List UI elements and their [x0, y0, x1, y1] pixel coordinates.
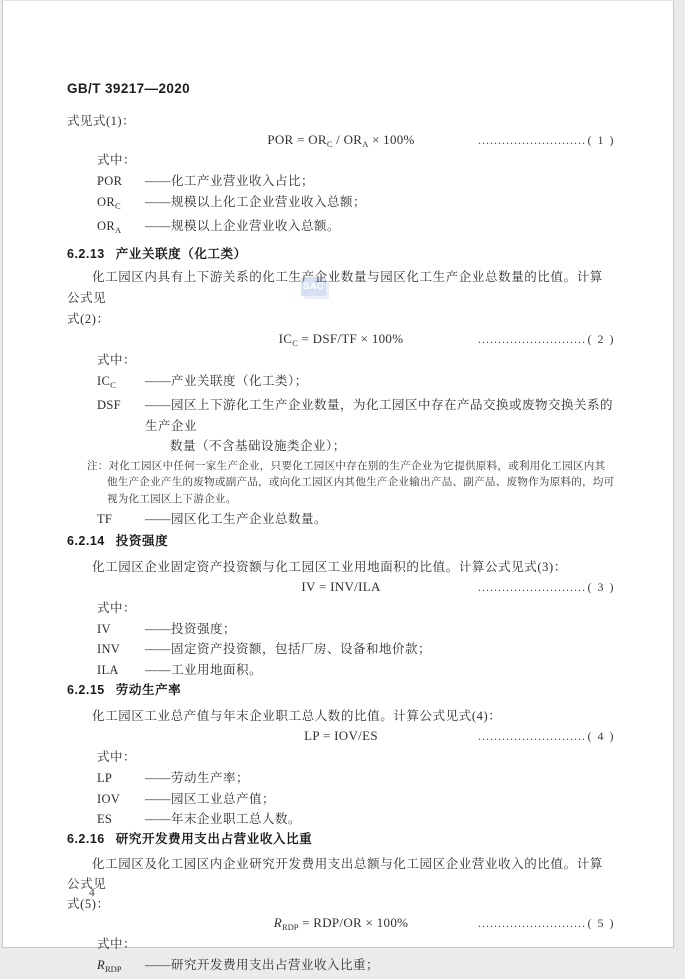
term-symbol: ES — [97, 809, 145, 830]
formula-1-number: ……………………… ( 1 ) — [478, 131, 616, 149]
term-definition: ——固定资产投资额，包括厂房、设备和地价款； — [145, 639, 615, 660]
page-number: 4 — [89, 887, 95, 899]
term-definition: ——园区化工生产企业总数量。 — [145, 509, 615, 530]
section-number: 6.2.14 — [67, 534, 105, 548]
term-symbol: $IC_C$ — [97, 371, 145, 396]
term-row — [97, 216, 615, 241]
term-row — [97, 371, 615, 396]
formula-2-number: ……………………… ( 2 ) — [478, 330, 616, 348]
term-list-2b — [97, 509, 615, 530]
section-title: 投资强度 — [116, 534, 168, 548]
term-symbol: $R_{RDP}$ — [97, 955, 145, 979]
document-page — [2, 0, 674, 948]
term-row — [97, 619, 615, 640]
formula-2-body: $IC_C = DSF/TF \times 100\%$ — [279, 331, 404, 346]
formula-1 — [67, 131, 615, 149]
term-definition: ——园区工业总产值； — [145, 789, 615, 810]
formula-5 — [67, 914, 615, 932]
term-list-4 — [97, 768, 615, 830]
where-label-4: 式中： — [97, 748, 615, 766]
section-number: 6.2.15 — [67, 683, 105, 697]
term-symbol: DSF — [97, 395, 145, 457]
section-body-6-2-15: 化工园区工业总产值与年末企业职工总人数的比值。计算公式见式(4)： — [67, 706, 615, 727]
term-row — [97, 768, 615, 789]
term-list-3 — [97, 619, 615, 681]
where-label-1: 式中： — [97, 151, 615, 169]
term-list-5 — [97, 955, 615, 979]
term-symbol: LP — [97, 768, 145, 789]
term-row — [97, 395, 615, 457]
section-heading-6-2-13 — [67, 246, 615, 263]
standard-number-header: GB/T 39217—2020 — [67, 81, 615, 97]
term-list-2 — [97, 371, 615, 457]
term-symbol: IOV — [97, 789, 145, 810]
term-definition: ——投资强度； — [145, 619, 615, 640]
section-title: 劳动生产率 — [116, 683, 182, 697]
where-label-5: 式中： — [97, 935, 615, 953]
section-body-6-2-13: 化工园区内具有上下游关系的化工生产企业数量与园区化工生产企业总数量的比值。计算公式见 式(2)： — [67, 267, 615, 330]
term-row — [97, 171, 615, 192]
sac-watermark-logo: SAC — [301, 277, 326, 296]
term-row — [97, 639, 615, 660]
term-definition: ——年末企业职工总人数。 — [145, 809, 615, 830]
term-symbol: ILA — [97, 660, 145, 681]
formula-4 — [67, 727, 615, 745]
formula-2 — [67, 330, 615, 348]
term-row — [97, 955, 615, 979]
term-definition: ——规模以上企业营业收入总额。 — [145, 216, 615, 241]
term-symbol: $OR_C$ — [97, 192, 145, 217]
term-symbol: POR — [97, 171, 145, 192]
section-number: 6.2.16 — [67, 832, 105, 846]
where-label-2: 式中： — [97, 351, 615, 369]
term-row — [97, 192, 615, 217]
section-title: 研究开发费用支出占营业收入比重 — [116, 832, 313, 846]
term-row — [97, 809, 615, 830]
page-content — [67, 1, 615, 979]
section-title: 产业关联度（化工类） — [116, 247, 247, 261]
formula-3-body: IV = INV/ILA — [301, 579, 380, 594]
term-row — [97, 509, 615, 530]
term-definition: ——规模以上化工企业营业收入总额； — [145, 192, 615, 217]
term-definition: ——产业关联度（化工类）； — [145, 371, 615, 396]
formula-4-body: LP = IOV/ES — [304, 728, 378, 743]
term-symbol: TF — [97, 509, 145, 530]
formula-4-number: ……………………… ( 4 ) — [478, 727, 616, 745]
section-number: 6.2.13 — [67, 247, 105, 261]
term-row — [97, 789, 615, 810]
term-definition: ——劳动生产率； — [145, 768, 615, 789]
term-list-1 — [97, 171, 615, 241]
formula-5-body: $R_{RDP} = RDP/OR \times 100\%$ — [274, 915, 409, 930]
formula-lead-1: 式见式(1)： — [67, 113, 615, 129]
section-heading-6-2-14 — [67, 533, 615, 550]
term-definition: ——工业用地面积。 — [145, 660, 615, 681]
term-symbol: $OR_A$ — [97, 216, 145, 241]
formula-3 — [67, 578, 615, 596]
term-definition: ——化工产业营业收入占比； — [145, 171, 615, 192]
formula-5-number: ……………………… ( 5 ) — [478, 914, 616, 932]
where-label-3: 式中： — [97, 599, 615, 617]
section-body-6-2-14: 化工园区企业固定资产投资额与化工园区工业用地面积的比值。计算公式见式(3)： — [67, 557, 615, 578]
term-symbol: INV — [97, 639, 145, 660]
section-heading-6-2-15 — [67, 682, 615, 699]
formula-1-body: POR = $OR_C / OR_A \times 100\%$ — [267, 132, 414, 147]
section-heading-6-2-16 — [67, 831, 615, 848]
term-definition: ——研究开发费用支出占营业收入比重； — [145, 955, 615, 979]
term-symbol: IV — [97, 619, 145, 640]
section-body-6-2-16: 化工园区及化工园区内企业研究开发费用支出总额与化工园区企业营业收入的比值。计算公式见 式(5)： — [67, 854, 615, 914]
term-definition: ——园区上下游化工生产企业数量，为化工园区中存在产品交换或废物交换关系的生产企业 数量（不含基础设施类企业）； — [145, 395, 615, 457]
term-row — [97, 660, 615, 681]
note-block: 注：对化工园区中任何一家生产企业，只要化工园区中存在别的生产企业为它提供原料，或利用化工园区内其他生产企业产生的废物或副产品，或向化工园区内其他生产企业输出产品、副产品、废物作为原料的，均可视为化工园区上下游企业。 — [87, 459, 615, 509]
formula-3-number: ……………………… ( 3 ) — [478, 578, 616, 596]
